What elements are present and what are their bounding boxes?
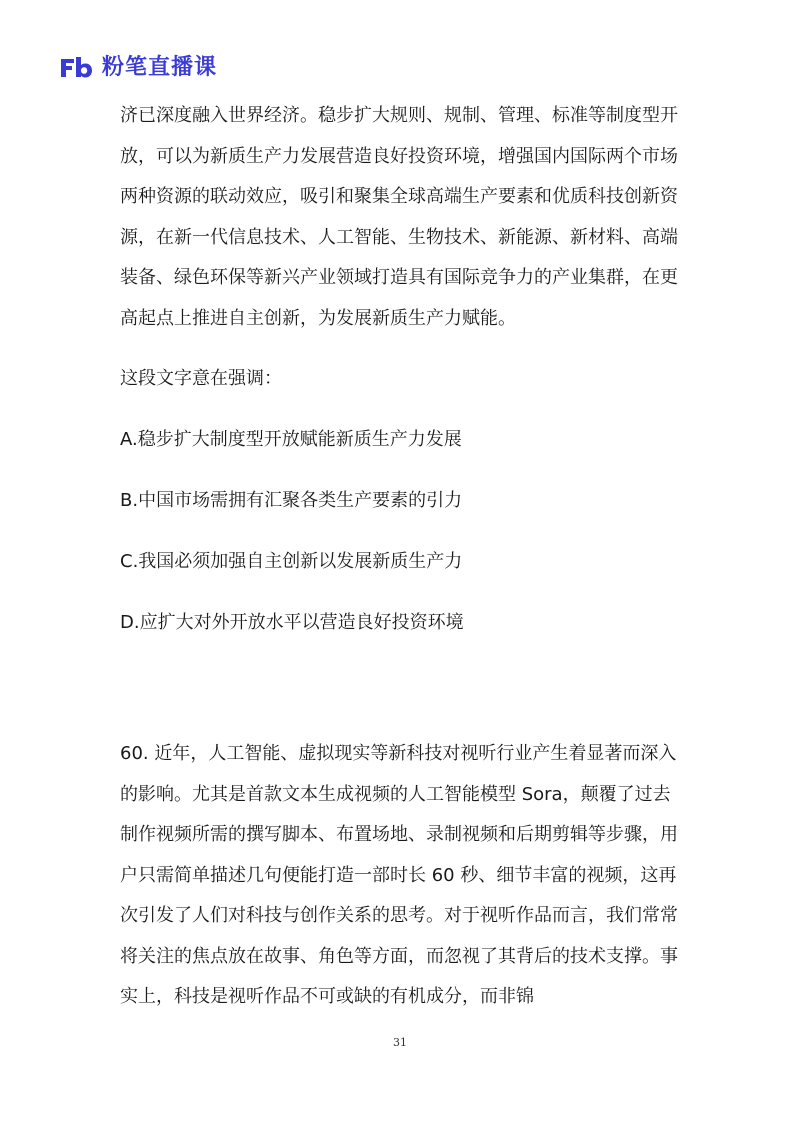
option-b: B.中国市场需拥有汇聚各类生产要素的引力 [120,489,463,511]
header [58,50,217,86]
page-number: 31 [393,1036,407,1049]
next-question-text: 60. 近年，人工智能、虚拟现实等新科技对视听行业产生着显著而深入的影响。尤其是首款文本生成视频的人工智能模型 Sora，颠覆了过去制作视频所需的撰写脚本、布置场地、录制视频和后期剪辑等步骤，用户只需简单描述几句便能打造一部时长 60 秒、细节丰富的视频，这再次引发了人们对科技与创作关系的思考。对于视听作品而言，我们常常将关注的焦点放在故事、角色等方面，而忽视了其背后的技术支撑。事实上，科技是视听作品不可或缺的有机成分，而非锦 [120,743,678,1007]
passage-continuation: 济已深度融入世界经济。稳步扩大规则、规制、管理、标准等制度型开放，可以为新质生产力发展营造良好投资环境，增强国内国际两个市场两种资源的联动效应，吸引和聚集全球高端生产要素和优质科技创新资源，在新一代信息技术、人工智能、生物技术、新能源、新材料、高端装备、绿色环保等新兴产业领域打造具有国际竞争力的产业集群，在更高起点上推进自主创新，为发展新质生产力赋能。 [120,105,678,329]
fb-logo-icon [58,55,94,81]
option-c: C.我国必须加强自主创新以发展新质生产力 [120,550,463,572]
option-d: D.应扩大对外开放水平以营造良好投资环境 [120,611,464,633]
next-question-block [120,734,680,1018]
question-stem: 这段文字意在强调： [120,368,282,389]
options-list [120,420,680,644]
brand-name: 粉笔直播课 [102,55,218,80]
passage-block [120,96,680,664]
option-a: A.稳步扩大制度型开放赋能新质生产力发展 [120,428,462,450]
